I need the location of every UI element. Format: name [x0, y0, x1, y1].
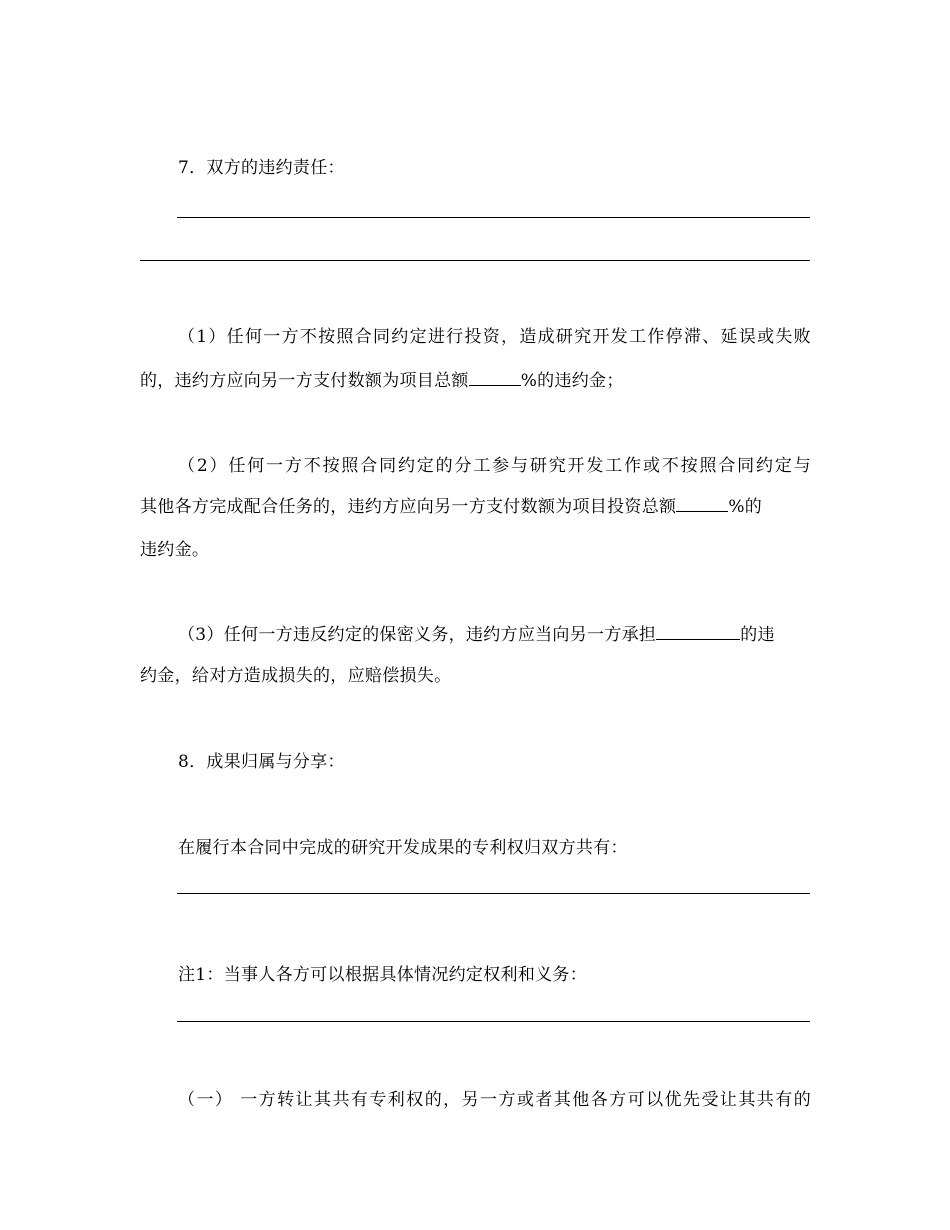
patent-ownership-text: 在履行本合同中完成的研究开发成果的专利权归双方共有： [178, 838, 628, 858]
item-2-line-2 [140, 495, 762, 519]
fill-in-line-1 [177, 217, 810, 218]
item-1-line-1: （1）任何一方不按照合同约定进行投资，造成研究开发工作停滞、延误或失败 [178, 327, 811, 347]
section-8-heading: 8．成果归属与分享： [178, 752, 345, 772]
percent-blank-2 [676, 495, 728, 512]
item-2-line-3: 违约金。 [140, 540, 210, 560]
note-1: 注1：当事人各方可以根据具体情况约定权利和义务： [178, 965, 588, 985]
fill-in-line-2 [140, 260, 810, 261]
item-2-text-a: 其他各方完成配合任务的，违约方应向另一方支付数额为项目投资总额 [140, 497, 677, 517]
item-1-line-2 [140, 369, 624, 393]
item-3-line-2: 约金，给对方造成损失的，应赔偿损失。 [140, 666, 452, 686]
item-1-text-a: 的，违约方应向另一方支付数额为项目总额 [140, 371, 469, 391]
clause-1-line-1: （一） 一方转让其共有专利权的，另一方或者其他各方可以优先受让其共有的 [178, 1090, 811, 1110]
amount-blank [656, 623, 740, 640]
item-2-text-b: %的 [728, 497, 763, 517]
item-3-text-a: （3）任何一方违反约定的保密义务，违约方应当向另一方承担 [178, 625, 657, 645]
fill-in-line-4 [177, 1021, 810, 1022]
item-3-text-b: 的违 [740, 625, 775, 645]
item-1-text-b: %的违约金； [520, 371, 624, 391]
section-7-heading: 7．双方的违约责任： [178, 158, 345, 178]
item-2-line-1: （2）任何一方不按照合同约定的分工参与研究开发工作或不按照合同约定与 [178, 456, 811, 476]
item-3-line-1 [178, 623, 775, 647]
percent-blank-1 [469, 369, 521, 386]
fill-in-line-3 [177, 893, 810, 894]
